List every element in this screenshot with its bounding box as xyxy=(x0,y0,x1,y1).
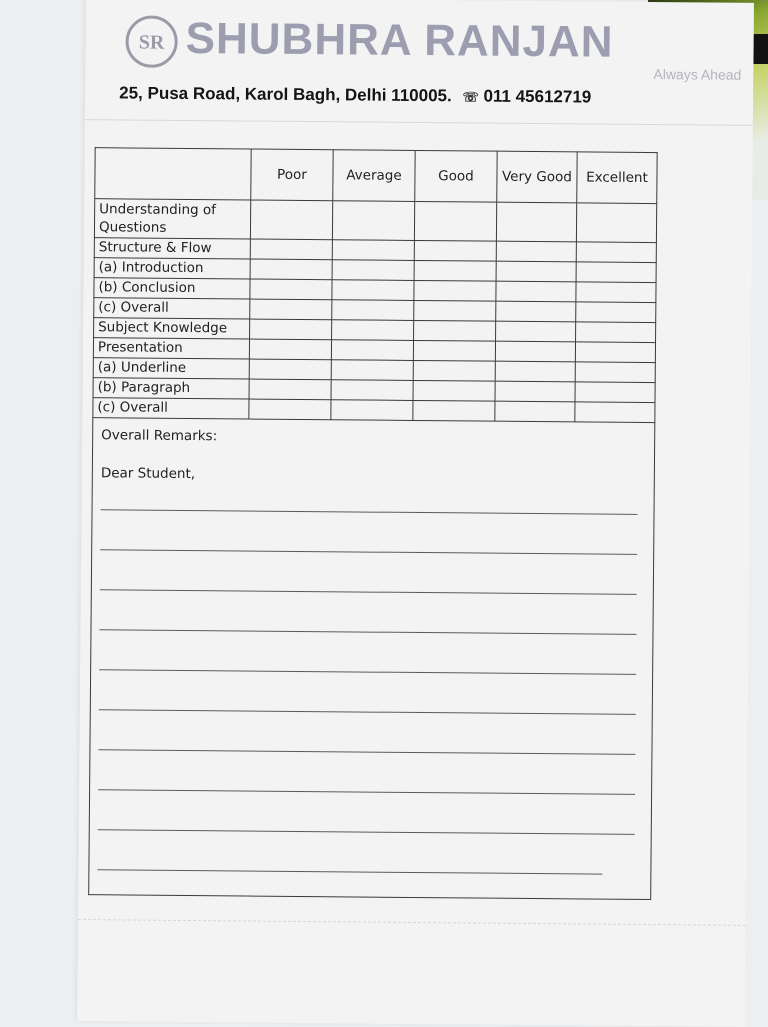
rating-cell xyxy=(496,301,576,322)
rating-cell xyxy=(332,240,414,261)
rating-cell xyxy=(332,320,414,341)
rating-cell xyxy=(332,201,414,241)
rating-cell xyxy=(576,282,656,303)
column-header-very-good: Very Good xyxy=(497,151,577,203)
rating-cell xyxy=(250,279,332,300)
rating-cell xyxy=(496,202,576,242)
rating-cell xyxy=(495,361,575,382)
rating-cell xyxy=(249,359,331,380)
rating-cell xyxy=(575,382,655,403)
brand-header xyxy=(119,11,680,80)
phone-number: 011 45612719 xyxy=(483,86,592,107)
rating-cell xyxy=(250,259,332,280)
criterion-label: Subject Knowledge xyxy=(94,318,250,339)
rating-cell xyxy=(495,341,575,362)
rating-cell xyxy=(413,340,495,361)
column-header-poor: Poor xyxy=(251,149,333,201)
column-header-average: Average xyxy=(333,150,415,202)
rating-cell xyxy=(414,240,496,261)
brand-tagline: Always Ahead xyxy=(653,66,742,83)
rating-cell xyxy=(413,360,495,381)
feedback-form-sheet xyxy=(77,0,754,1027)
criterion-label: (c) Overall xyxy=(93,398,249,419)
table-row xyxy=(94,199,656,243)
rating-cell xyxy=(414,201,496,241)
table-header-row xyxy=(95,148,657,204)
rating-cell xyxy=(250,200,332,240)
rating-cell xyxy=(332,280,414,301)
writing-line xyxy=(99,630,636,675)
rating-cell xyxy=(249,379,331,400)
rating-cell xyxy=(250,319,332,340)
greeting-text: Dear Student, xyxy=(100,465,196,483)
rating-cell xyxy=(414,260,496,281)
writing-line xyxy=(98,750,635,795)
rating-cell xyxy=(332,260,414,281)
writing-line xyxy=(100,510,637,555)
svg-text:SR: SR xyxy=(138,31,165,54)
rating-cell xyxy=(496,241,576,262)
criterion-label: (c) Overall xyxy=(94,298,250,319)
remarks-label: Overall Remarks: xyxy=(101,427,218,445)
rating-cell xyxy=(496,261,576,282)
writing-line xyxy=(98,710,635,755)
rating-cell xyxy=(331,340,413,361)
rating-cell xyxy=(249,339,331,360)
page-edge-line xyxy=(78,919,746,926)
rating-cell xyxy=(332,300,414,321)
rating-cell xyxy=(413,400,495,421)
rating-cell xyxy=(250,299,332,320)
rating-cell xyxy=(576,242,656,263)
criterion-label: (a) Introduction xyxy=(94,258,250,279)
criterion-label: Structure & Flow xyxy=(94,238,250,259)
rating-cell xyxy=(331,360,413,381)
rating-cell xyxy=(576,322,656,343)
writing-line xyxy=(98,790,635,835)
rating-cell xyxy=(576,262,656,283)
evaluation-table xyxy=(88,147,658,900)
sr-logo-icon xyxy=(125,15,177,67)
rating-cell xyxy=(576,203,656,243)
address-line xyxy=(119,83,591,107)
rating-cell xyxy=(414,320,496,341)
rating-cell xyxy=(414,300,496,321)
column-header-criteria xyxy=(95,148,251,200)
writing-line xyxy=(97,830,602,874)
brand-name: SHUBHRA RANJAN xyxy=(185,13,614,67)
address-text: 25, Pusa Road, Karol Bagh, Delhi 110005. xyxy=(119,83,452,106)
writing-line xyxy=(100,550,637,595)
header-divider xyxy=(85,119,753,126)
rating-cell xyxy=(413,380,495,401)
remarks-row xyxy=(89,418,655,900)
rating-cell xyxy=(496,321,576,342)
column-header-excellent: Excellent xyxy=(577,152,657,204)
criterion-label: (b) Conclusion xyxy=(94,278,250,299)
rating-cell xyxy=(250,239,332,260)
criterion-label: Presentation xyxy=(93,338,249,359)
rating-cell xyxy=(575,362,655,383)
criterion-label: (b) Paragraph xyxy=(93,378,249,399)
remarks-box xyxy=(89,418,655,900)
rating-cell xyxy=(575,402,655,423)
rating-cell xyxy=(331,380,413,401)
rating-cell xyxy=(575,342,655,363)
rating-cell xyxy=(331,400,413,421)
rating-cell xyxy=(414,280,496,301)
rating-cell xyxy=(495,401,575,422)
criterion-label: Understanding of Questions xyxy=(94,199,250,239)
criterion-label: (a) Underline xyxy=(93,358,249,379)
rating-cell xyxy=(576,302,656,323)
writing-line xyxy=(99,590,636,635)
rating-cell xyxy=(249,399,331,420)
telephone-icon: ☏ xyxy=(462,89,479,105)
rating-cell xyxy=(495,381,575,402)
column-header-good: Good xyxy=(415,150,497,202)
writing-line xyxy=(99,670,636,715)
rating-cell xyxy=(496,281,576,302)
